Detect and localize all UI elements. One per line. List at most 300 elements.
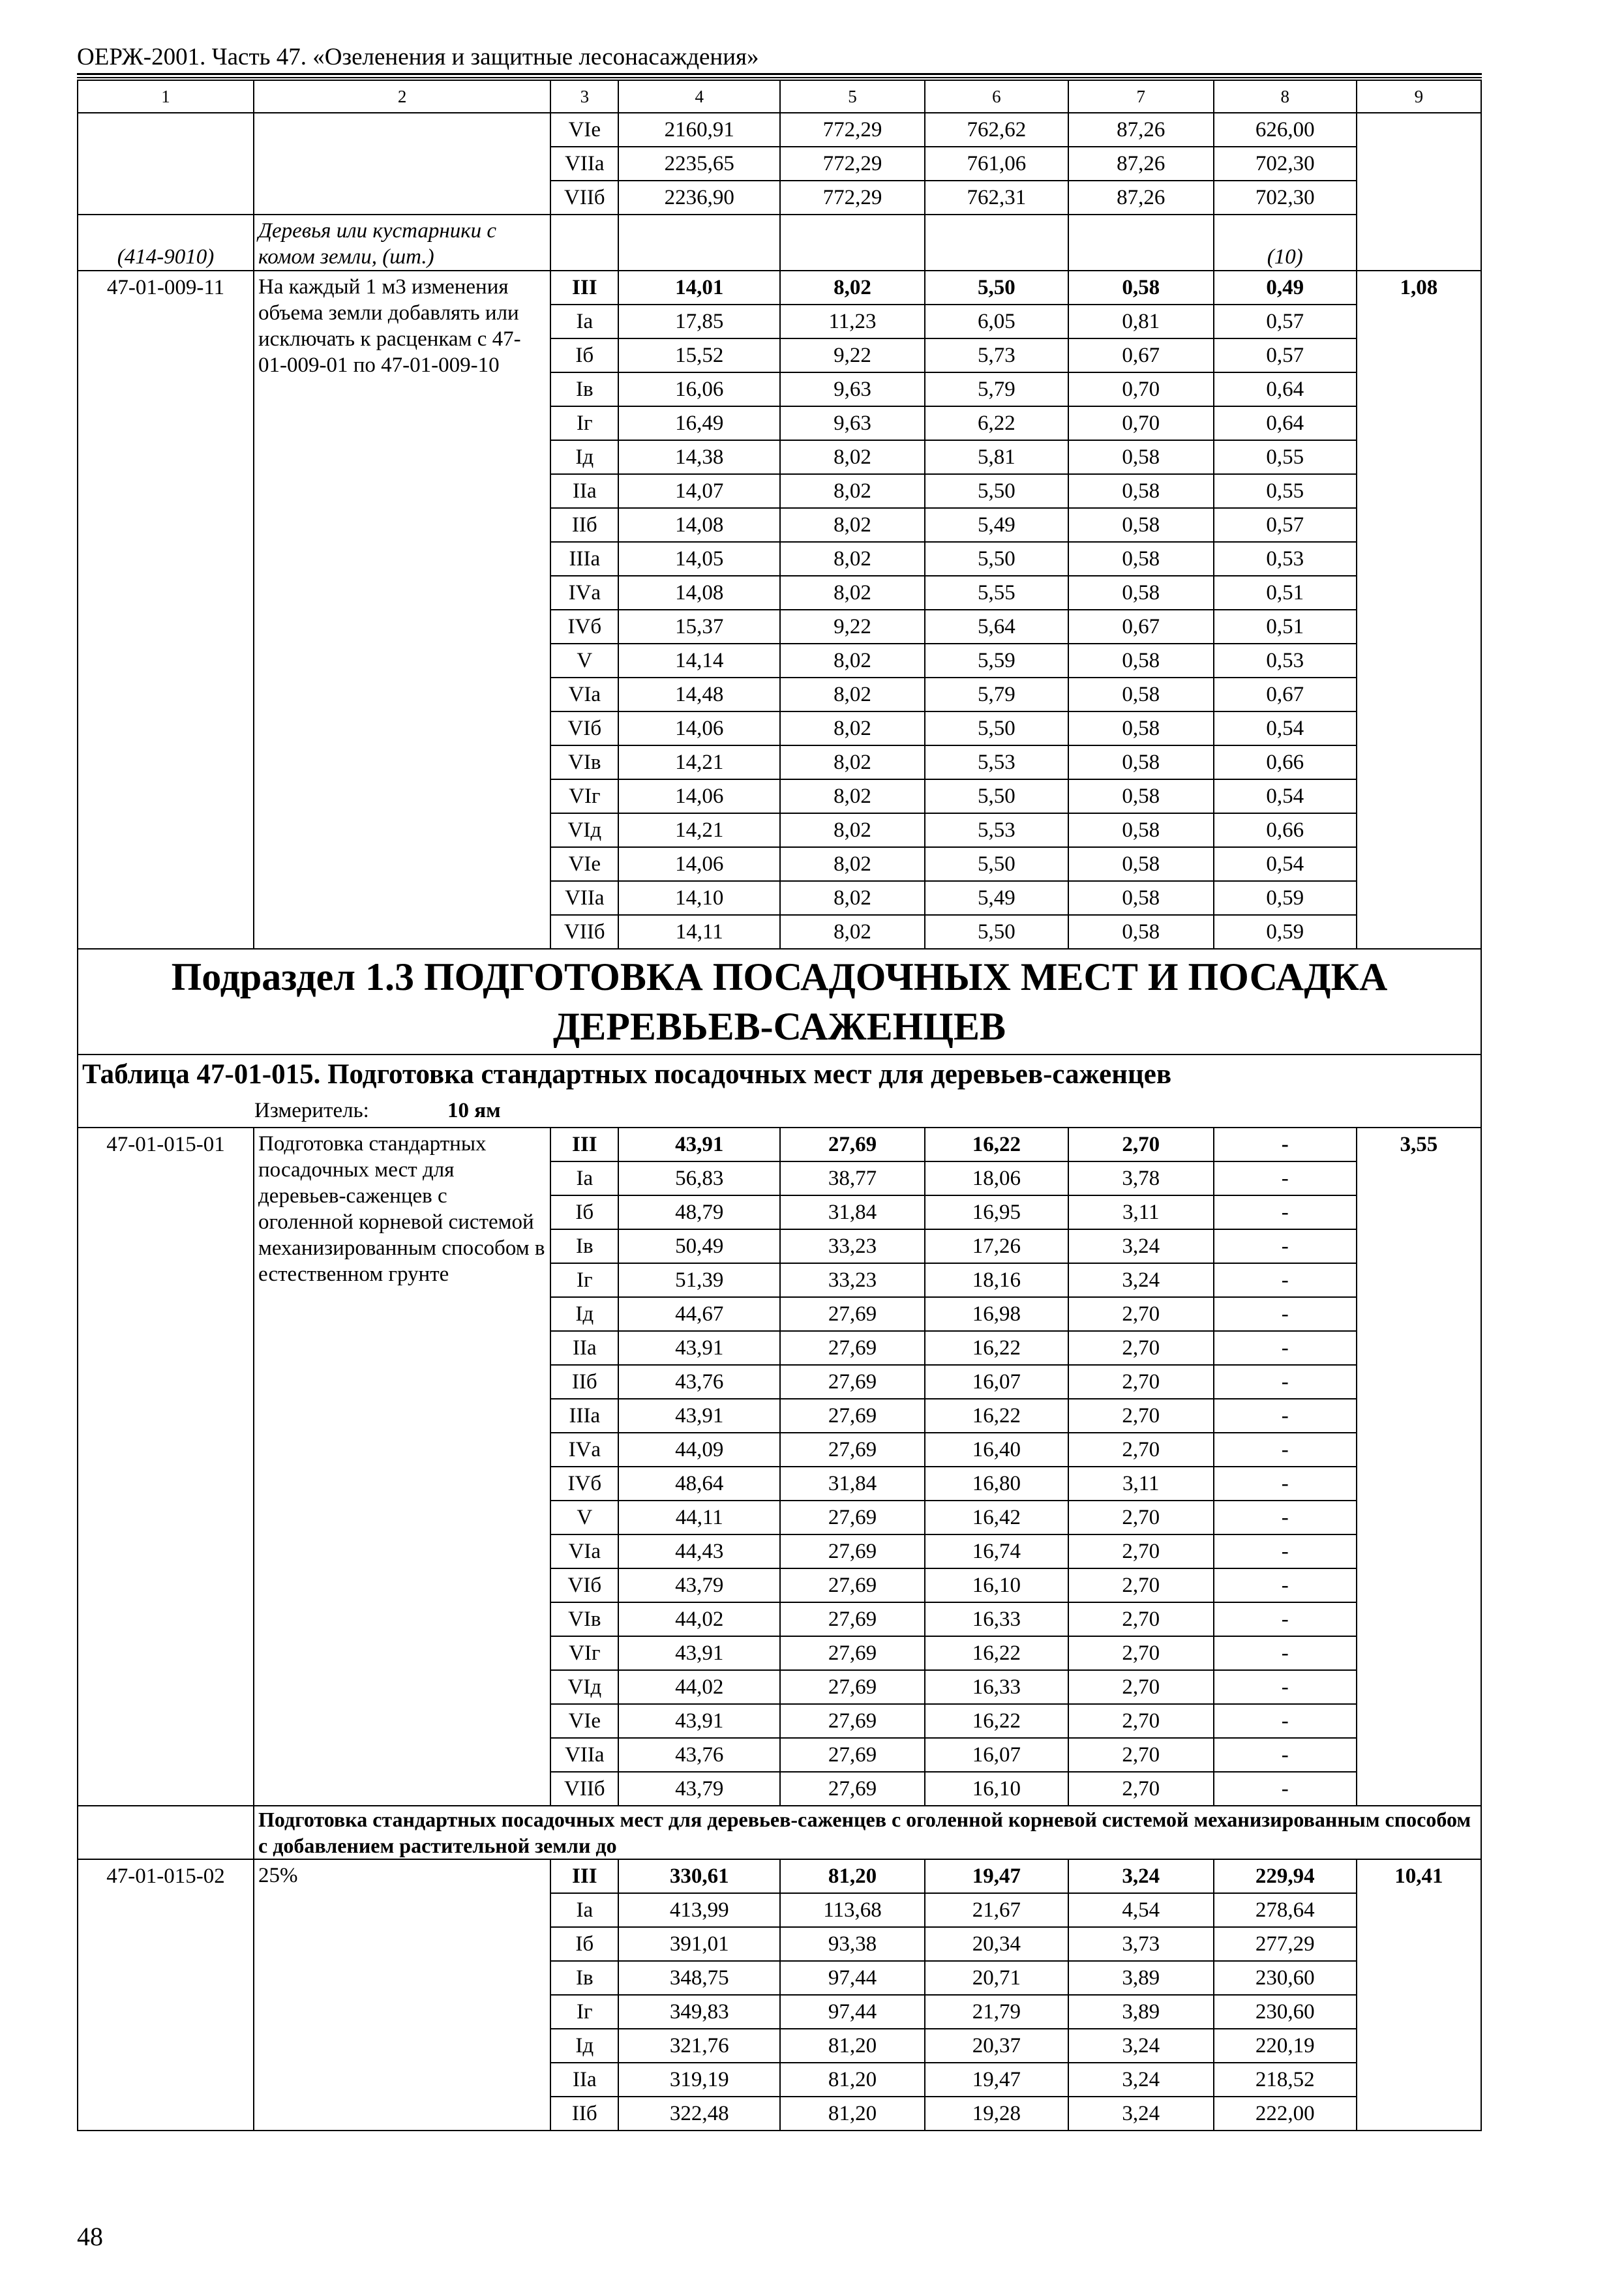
machinist-wages-cell: 3,89 bbox=[1068, 1995, 1214, 2029]
resource-desc: Деревья или кустарники с комом земли, (шт.) bbox=[254, 215, 550, 271]
wages-cell: 27,69 bbox=[780, 1501, 925, 1534]
machine-cost-cell: 5,50 bbox=[925, 779, 1068, 813]
direct-cost-cell: 322,48 bbox=[618, 2097, 780, 2131]
machinist-wages-cell: 0,58 bbox=[1068, 644, 1214, 678]
materials-cell: 229,94 bbox=[1214, 1859, 1357, 1893]
machinist-wages-cell: 2,70 bbox=[1068, 1568, 1214, 1602]
machine-cost-cell: 5,79 bbox=[925, 678, 1068, 711]
wages-cell: 8,02 bbox=[780, 271, 925, 305]
materials-cell: 0,66 bbox=[1214, 813, 1357, 847]
wages-cell: 8,02 bbox=[780, 440, 925, 474]
materials-cell: 0,53 bbox=[1214, 542, 1357, 576]
machine-cost-cell: 16,40 bbox=[925, 1433, 1068, 1467]
machine-cost-cell: 16,22 bbox=[925, 1399, 1068, 1433]
materials-cell: - bbox=[1214, 1501, 1357, 1534]
machine-cost-cell: 21,79 bbox=[925, 1995, 1068, 2029]
machine-cost-cell: 17,26 bbox=[925, 1229, 1068, 1263]
page-number: 48 bbox=[77, 2222, 103, 2251]
zone-cell: Iг bbox=[550, 1263, 618, 1297]
direct-cost-cell: 14,08 bbox=[618, 508, 780, 542]
zone-cell: IVа bbox=[550, 1433, 618, 1467]
materials-cell: - bbox=[1214, 1399, 1357, 1433]
zone-cell: Iб bbox=[550, 1927, 618, 1961]
direct-cost-cell: 14,21 bbox=[618, 813, 780, 847]
running-header: ОЕРЖ-2001. Часть 47. «Озеленения и защитные лесонасаждения» bbox=[77, 44, 759, 70]
table-title: Таблица 47-01-015. Подготовка стандартных посадочных мест для деревьев-саженцев bbox=[78, 1055, 1481, 1094]
materials-cell: 230,60 bbox=[1214, 1961, 1357, 1995]
machinist-wages-cell: 87,26 bbox=[1068, 181, 1214, 215]
machine-cost-cell: 5,73 bbox=[925, 338, 1068, 372]
materials-cell: - bbox=[1214, 1229, 1357, 1263]
wages-cell: 38,77 bbox=[780, 1161, 925, 1195]
wages-cell: 27,69 bbox=[780, 1297, 925, 1331]
column-number: 4 bbox=[618, 80, 780, 113]
wages-cell: 27,69 bbox=[780, 1636, 925, 1670]
column-number: 3 bbox=[550, 80, 618, 113]
machinist-wages-cell: 87,26 bbox=[1068, 147, 1214, 181]
zone-cell: IIб bbox=[550, 1365, 618, 1399]
zone-cell: VIе bbox=[550, 847, 618, 881]
wages-cell: 81,20 bbox=[780, 1859, 925, 1893]
machinist-wages-cell: 0,81 bbox=[1068, 305, 1214, 338]
materials-cell: 218,52 bbox=[1214, 2063, 1357, 2097]
direct-cost-cell: 2235,65 bbox=[618, 147, 780, 181]
column-number: 6 bbox=[925, 80, 1068, 113]
direct-cost-cell: 14,48 bbox=[618, 678, 780, 711]
machinist-wages-cell: 0,70 bbox=[1068, 406, 1214, 440]
direct-cost-cell: 48,64 bbox=[618, 1467, 780, 1501]
materials-cell: 702,30 bbox=[1214, 147, 1357, 181]
rate-description: 25% bbox=[254, 1859, 550, 2131]
direct-cost-cell: 14,06 bbox=[618, 847, 780, 881]
wages-cell: 8,02 bbox=[780, 915, 925, 949]
wages-cell: 8,02 bbox=[780, 644, 925, 678]
direct-cost-cell: 44,43 bbox=[618, 1534, 780, 1568]
zone-cell: III bbox=[550, 1128, 618, 1161]
direct-cost-cell: 15,52 bbox=[618, 338, 780, 372]
machinist-wages-cell: 2,70 bbox=[1068, 1399, 1214, 1433]
direct-cost-cell: 44,67 bbox=[618, 1297, 780, 1331]
machine-cost-cell: 16,10 bbox=[925, 1772, 1068, 1806]
zone-cell: Iв bbox=[550, 1961, 618, 1995]
zone-cell: VIб bbox=[550, 1568, 618, 1602]
machinist-wages-cell: 87,26 bbox=[1068, 113, 1214, 147]
wages-cell: 8,02 bbox=[780, 779, 925, 813]
zone-cell: VIIб bbox=[550, 1772, 618, 1806]
machine-cost-cell: 5,50 bbox=[925, 915, 1068, 949]
zone-cell: VIд bbox=[550, 813, 618, 847]
machine-cost-cell: 16,22 bbox=[925, 1636, 1068, 1670]
wages-cell: 8,02 bbox=[780, 847, 925, 881]
wages-cell: 772,29 bbox=[780, 181, 925, 215]
machinist-wages-cell: 0,58 bbox=[1068, 440, 1214, 474]
machine-cost-cell: 5,49 bbox=[925, 881, 1068, 915]
wages-cell: 8,02 bbox=[780, 678, 925, 711]
code-cell bbox=[78, 113, 254, 215]
machine-cost-cell: 18,06 bbox=[925, 1161, 1068, 1195]
materials-cell: 0,51 bbox=[1214, 610, 1357, 644]
machine-cost-cell: 16,22 bbox=[925, 1704, 1068, 1738]
zone-cell: Iд bbox=[550, 1297, 618, 1331]
direct-cost-cell: 56,83 bbox=[618, 1161, 780, 1195]
zone-cell: Iб bbox=[550, 338, 618, 372]
wages-cell: 8,02 bbox=[780, 711, 925, 745]
machinist-wages-cell: 3,24 bbox=[1068, 1859, 1214, 1893]
wages-cell: 27,69 bbox=[780, 1704, 925, 1738]
wages-cell: 9,22 bbox=[780, 610, 925, 644]
materials-cell: 0,57 bbox=[1214, 305, 1357, 338]
machine-cost-cell: 20,37 bbox=[925, 2029, 1068, 2063]
empty-cell bbox=[618, 215, 780, 271]
direct-cost-cell: 14,06 bbox=[618, 779, 780, 813]
materials-cell: 230,60 bbox=[1214, 1995, 1357, 2029]
machine-cost-cell: 16,74 bbox=[925, 1534, 1068, 1568]
direct-cost-cell: 391,01 bbox=[618, 1927, 780, 1961]
wages-cell: 9,63 bbox=[780, 372, 925, 406]
wages-cell: 8,02 bbox=[780, 745, 925, 779]
direct-cost-cell: 2236,90 bbox=[618, 181, 780, 215]
zone-cell: Iа bbox=[550, 1161, 618, 1195]
materials-cell: - bbox=[1214, 1467, 1357, 1501]
zone-cell: VIIа bbox=[550, 1738, 618, 1772]
materials-cell: 277,29 bbox=[1214, 1927, 1357, 1961]
empty-cell bbox=[78, 1806, 254, 1859]
direct-cost-cell: 16,06 bbox=[618, 372, 780, 406]
machine-cost-cell: 5,50 bbox=[925, 847, 1068, 881]
wages-cell: 27,69 bbox=[780, 1365, 925, 1399]
materials-cell: 0,59 bbox=[1214, 915, 1357, 949]
direct-cost-cell: 44,02 bbox=[618, 1670, 780, 1704]
zone-cell: VIв bbox=[550, 745, 618, 779]
wages-cell: 27,69 bbox=[780, 1738, 925, 1772]
column-number: 9 bbox=[1357, 80, 1481, 113]
machinist-wages-cell: 3,24 bbox=[1068, 2029, 1214, 2063]
resource-row bbox=[78, 215, 1481, 271]
materials-cell: - bbox=[1214, 1636, 1357, 1670]
machine-cost-cell: 5,81 bbox=[925, 440, 1068, 474]
zone-cell: IIа bbox=[550, 474, 618, 508]
materials-cell: 0,64 bbox=[1214, 406, 1357, 440]
zone-cell: Iд bbox=[550, 2029, 618, 2063]
wages-cell: 27,69 bbox=[780, 1568, 925, 1602]
materials-cell: 626,00 bbox=[1214, 113, 1357, 147]
machine-cost-cell: 21,67 bbox=[925, 1893, 1068, 1927]
machine-cost-cell: 5,49 bbox=[925, 508, 1068, 542]
column-number: 5 bbox=[780, 80, 925, 113]
meter-value: 10 ям bbox=[447, 1099, 501, 1122]
empty-cell bbox=[780, 215, 925, 271]
machine-cost-cell: 762,31 bbox=[925, 181, 1068, 215]
machine-cost-cell: 20,34 bbox=[925, 1927, 1068, 1961]
direct-cost-cell: 319,19 bbox=[618, 2063, 780, 2097]
wages-cell: 27,69 bbox=[780, 1128, 925, 1161]
direct-cost-cell: 14,08 bbox=[618, 576, 780, 610]
column-number-row bbox=[78, 80, 1481, 113]
wages-cell: 27,69 bbox=[780, 1331, 925, 1365]
wages-cell: 97,44 bbox=[780, 1961, 925, 1995]
rate-code: 47-01-009-11 bbox=[78, 271, 254, 949]
machine-cost-cell: 19,28 bbox=[925, 2097, 1068, 2131]
direct-cost-cell: 14,21 bbox=[618, 745, 780, 779]
machinist-wages-cell: 3,24 bbox=[1068, 1263, 1214, 1297]
machinist-wages-cell: 2,70 bbox=[1068, 1602, 1214, 1636]
machine-cost-cell: 5,50 bbox=[925, 711, 1068, 745]
materials-cell: 0,54 bbox=[1214, 779, 1357, 813]
machine-cost-cell: 16,22 bbox=[925, 1331, 1068, 1365]
machine-cost-cell: 5,50 bbox=[925, 474, 1068, 508]
wages-cell: 31,84 bbox=[780, 1195, 925, 1229]
materials-cell: 0,57 bbox=[1214, 508, 1357, 542]
machinist-wages-cell: 0,58 bbox=[1068, 745, 1214, 779]
machine-cost-cell: 16,80 bbox=[925, 1467, 1068, 1501]
resource-qty: (10) bbox=[1214, 215, 1357, 271]
meter-row bbox=[78, 1094, 1481, 1128]
materials-cell: - bbox=[1214, 1365, 1357, 1399]
machinist-wages-cell: 2,70 bbox=[1068, 1704, 1214, 1738]
machinist-wages-cell: 0,58 bbox=[1068, 576, 1214, 610]
table-row bbox=[78, 1128, 1481, 1161]
wages-cell: 9,63 bbox=[780, 406, 925, 440]
zone-cell: VIа bbox=[550, 678, 618, 711]
materials-cell: 278,64 bbox=[1214, 1893, 1357, 1927]
materials-cell: - bbox=[1214, 1704, 1357, 1738]
machine-cost-cell: 5,64 bbox=[925, 610, 1068, 644]
materials-cell: 0,64 bbox=[1214, 372, 1357, 406]
direct-cost-cell: 330,61 bbox=[618, 1859, 780, 1893]
wages-cell: 8,02 bbox=[780, 813, 925, 847]
materials-cell: 0,55 bbox=[1214, 474, 1357, 508]
direct-cost-cell: 348,75 bbox=[618, 1961, 780, 1995]
meter-cell bbox=[78, 1094, 1481, 1128]
column-number: 1 bbox=[78, 80, 254, 113]
direct-cost-cell: 14,07 bbox=[618, 474, 780, 508]
direct-cost-cell: 44,02 bbox=[618, 1602, 780, 1636]
machinist-wages-cell: 0,67 bbox=[1068, 338, 1214, 372]
direct-cost-cell: 51,39 bbox=[618, 1263, 780, 1297]
machinist-wages-cell: 2,70 bbox=[1068, 1365, 1214, 1399]
direct-cost-cell: 14,11 bbox=[618, 915, 780, 949]
wages-cell: 113,68 bbox=[780, 1893, 925, 1927]
direct-cost-cell: 43,76 bbox=[618, 1738, 780, 1772]
wages-cell: 8,02 bbox=[780, 576, 925, 610]
zone-cell: VIг bbox=[550, 1636, 618, 1670]
materials-cell: - bbox=[1214, 1297, 1357, 1331]
materials-cell: 0,59 bbox=[1214, 881, 1357, 915]
machine-cost-cell: 19,47 bbox=[925, 1859, 1068, 1893]
machinist-wages-cell: 0,58 bbox=[1068, 271, 1214, 305]
machinist-wages-cell: 2,70 bbox=[1068, 1670, 1214, 1704]
zone-cell: VIе bbox=[550, 1704, 618, 1738]
wages-cell: 81,20 bbox=[780, 2029, 925, 2063]
machine-cost-cell: 16,10 bbox=[925, 1568, 1068, 1602]
direct-cost-cell: 43,76 bbox=[618, 1365, 780, 1399]
materials-cell: 0,55 bbox=[1214, 440, 1357, 474]
meter-label: Измеритель: bbox=[254, 1099, 369, 1122]
materials-cell: 0,57 bbox=[1214, 338, 1357, 372]
machinist-wages-cell: 2,70 bbox=[1068, 1501, 1214, 1534]
machine-cost-cell: 16,98 bbox=[925, 1297, 1068, 1331]
header-rule bbox=[77, 73, 1482, 75]
zone-cell: VIIб bbox=[550, 915, 618, 949]
machine-cost-cell: 6,05 bbox=[925, 305, 1068, 338]
materials-cell: - bbox=[1214, 1161, 1357, 1195]
subsection-title: Подраздел 1.3 ПОДГОТОВКА ПОСАДОЧНЫХ МЕСТ И ПОСАДКА ДЕРЕВЬЕВ-САЖЕНЦЕВ bbox=[78, 949, 1481, 1055]
materials-cell: 0,54 bbox=[1214, 847, 1357, 881]
zone-cell: Iд bbox=[550, 440, 618, 474]
machinist-wages-cell: 2,70 bbox=[1068, 1128, 1214, 1161]
direct-cost-cell: 413,99 bbox=[618, 1893, 780, 1927]
machinist-wages-cell: 3,11 bbox=[1068, 1467, 1214, 1501]
materials-cell: - bbox=[1214, 1738, 1357, 1772]
zone-cell: V bbox=[550, 644, 618, 678]
machinist-wages-cell: 2,70 bbox=[1068, 1772, 1214, 1806]
rates-table bbox=[77, 80, 1482, 2131]
direct-cost-cell: 44,11 bbox=[618, 1501, 780, 1534]
direct-cost-cell: 14,05 bbox=[618, 542, 780, 576]
machinist-wages-cell: 3,11 bbox=[1068, 1195, 1214, 1229]
empty-cell bbox=[1068, 215, 1214, 271]
materials-cell: - bbox=[1214, 1331, 1357, 1365]
zone-cell: III bbox=[550, 1859, 618, 1893]
direct-cost-cell: 14,10 bbox=[618, 881, 780, 915]
wages-cell: 8,02 bbox=[780, 474, 925, 508]
zone-cell: Iб bbox=[550, 1195, 618, 1229]
zone-cell: III bbox=[550, 271, 618, 305]
machine-cost-cell: 19,47 bbox=[925, 2063, 1068, 2097]
machinist-wages-cell: 2,70 bbox=[1068, 1636, 1214, 1670]
materials-cell: 0,54 bbox=[1214, 711, 1357, 745]
note-text: Подготовка стандартных посадочных мест для деревьев-саженцев с оголенной корневой системой механизированным способом с добавлением растительной земли до bbox=[254, 1806, 1481, 1859]
machinist-wages-cell: 2,70 bbox=[1068, 1297, 1214, 1331]
column-number: 8 bbox=[1214, 80, 1357, 113]
subsection-row bbox=[78, 949, 1481, 1055]
zone-cell: IVб bbox=[550, 1467, 618, 1501]
machinist-wages-cell: 3,24 bbox=[1068, 1229, 1214, 1263]
resource-code: (414-9010) bbox=[78, 215, 254, 271]
machine-cost-cell: 5,50 bbox=[925, 271, 1068, 305]
machine-cost-cell: 18,16 bbox=[925, 1263, 1068, 1297]
materials-cell: - bbox=[1214, 1772, 1357, 1806]
machinist-wages-cell: 0,58 bbox=[1068, 542, 1214, 576]
direct-cost-cell: 43,91 bbox=[618, 1399, 780, 1433]
machinist-wages-cell: 2,70 bbox=[1068, 1738, 1214, 1772]
direct-cost-cell: 43,91 bbox=[618, 1704, 780, 1738]
machinist-wages-cell: 0,58 bbox=[1068, 847, 1214, 881]
machinist-wages-cell: 0,58 bbox=[1068, 474, 1214, 508]
materials-cell: 0,66 bbox=[1214, 745, 1357, 779]
machine-cost-cell: 761,06 bbox=[925, 147, 1068, 181]
direct-cost-cell: 50,49 bbox=[618, 1229, 780, 1263]
labor-cost-cell: 10,41 bbox=[1357, 1859, 1481, 2131]
zone-cell: IVа bbox=[550, 576, 618, 610]
machinist-wages-cell: 0,58 bbox=[1068, 711, 1214, 745]
machinist-wages-cell: 3,89 bbox=[1068, 1961, 1214, 1995]
machine-cost-cell: 20,71 bbox=[925, 1961, 1068, 1995]
table-row bbox=[78, 1859, 1481, 1893]
direct-cost-cell: 16,49 bbox=[618, 406, 780, 440]
machinist-wages-cell: 0,67 bbox=[1068, 610, 1214, 644]
direct-cost-cell: 15,37 bbox=[618, 610, 780, 644]
machinist-wages-cell: 0,58 bbox=[1068, 508, 1214, 542]
empty-cell bbox=[550, 215, 618, 271]
wages-cell: 27,69 bbox=[780, 1772, 925, 1806]
table-body bbox=[78, 80, 1481, 2131]
table-row bbox=[78, 271, 1481, 305]
zone-cell: VIе bbox=[550, 113, 618, 147]
materials-cell: - bbox=[1214, 1568, 1357, 1602]
wages-cell: 8,02 bbox=[780, 508, 925, 542]
direct-cost-cell: 43,91 bbox=[618, 1128, 780, 1161]
machinist-wages-cell: 4,54 bbox=[1068, 1893, 1214, 1927]
materials-cell: 702,30 bbox=[1214, 181, 1357, 215]
direct-cost-cell: 14,38 bbox=[618, 440, 780, 474]
zone-cell: VIIа bbox=[550, 147, 618, 181]
zone-cell: VIв bbox=[550, 1602, 618, 1636]
materials-cell: - bbox=[1214, 1670, 1357, 1704]
zone-cell: VIIа bbox=[550, 881, 618, 915]
machine-cost-cell: 5,59 bbox=[925, 644, 1068, 678]
machinist-wages-cell: 3,73 bbox=[1068, 1927, 1214, 1961]
header-rule-double bbox=[77, 77, 1482, 78]
zone-cell: IIб bbox=[550, 2097, 618, 2131]
machine-cost-cell: 5,53 bbox=[925, 813, 1068, 847]
machinist-wages-cell: 2,70 bbox=[1068, 1331, 1214, 1365]
empty-cell bbox=[925, 215, 1068, 271]
materials-cell: 0,51 bbox=[1214, 576, 1357, 610]
rate-description: Подготовка стандартных посадочных мест для деревьев-саженцев с оголенной корневой системой механизированным способом в естественном грунте bbox=[254, 1128, 550, 1806]
wages-cell: 33,23 bbox=[780, 1263, 925, 1297]
labor-cell bbox=[1357, 113, 1481, 271]
materials-cell: 0,53 bbox=[1214, 644, 1357, 678]
wages-cell: 9,22 bbox=[780, 338, 925, 372]
direct-cost-cell: 43,91 bbox=[618, 1331, 780, 1365]
direct-cost-cell: 43,91 bbox=[618, 1636, 780, 1670]
machine-cost-cell: 16,22 bbox=[925, 1128, 1068, 1161]
table-title-row bbox=[78, 1055, 1481, 1094]
materials-cell: - bbox=[1214, 1128, 1357, 1161]
zone-cell: Iа bbox=[550, 1893, 618, 1927]
wages-cell: 8,02 bbox=[780, 881, 925, 915]
machine-cost-cell: 5,50 bbox=[925, 542, 1068, 576]
note-row bbox=[78, 1806, 1481, 1859]
machine-cost-cell: 762,62 bbox=[925, 113, 1068, 147]
rate-description: На каждый 1 м3 изменения объема земли добавлять или исключать к расценкам с 47-01-009-01 по 47-01-009-10 bbox=[254, 271, 550, 949]
machine-cost-cell: 16,95 bbox=[925, 1195, 1068, 1229]
machinist-wages-cell: 3,24 bbox=[1068, 2097, 1214, 2131]
machinist-wages-cell: 3,24 bbox=[1068, 2063, 1214, 2097]
zone-cell: Iг bbox=[550, 1995, 618, 2029]
direct-cost-cell: 321,76 bbox=[618, 2029, 780, 2063]
materials-cell: 0,49 bbox=[1214, 271, 1357, 305]
zone-cell: Iв bbox=[550, 1229, 618, 1263]
materials-cell: 220,19 bbox=[1214, 2029, 1357, 2063]
machine-cost-cell: 5,79 bbox=[925, 372, 1068, 406]
direct-cost-cell: 48,79 bbox=[618, 1195, 780, 1229]
materials-cell: - bbox=[1214, 1195, 1357, 1229]
zone-cell: VIIб bbox=[550, 181, 618, 215]
machine-cost-cell: 5,55 bbox=[925, 576, 1068, 610]
wages-cell: 93,38 bbox=[780, 1927, 925, 1961]
zone-cell: VIа bbox=[550, 1534, 618, 1568]
wages-cell: 27,69 bbox=[780, 1602, 925, 1636]
direct-cost-cell: 44,09 bbox=[618, 1433, 780, 1467]
machine-cost-cell: 6,22 bbox=[925, 406, 1068, 440]
zone-cell: Iг bbox=[550, 406, 618, 440]
rate-code: 47-01-015-01 bbox=[78, 1128, 254, 1806]
zone-cell: IIа bbox=[550, 2063, 618, 2097]
wages-cell: 81,20 bbox=[780, 2097, 925, 2131]
zone-cell: Iв bbox=[550, 372, 618, 406]
